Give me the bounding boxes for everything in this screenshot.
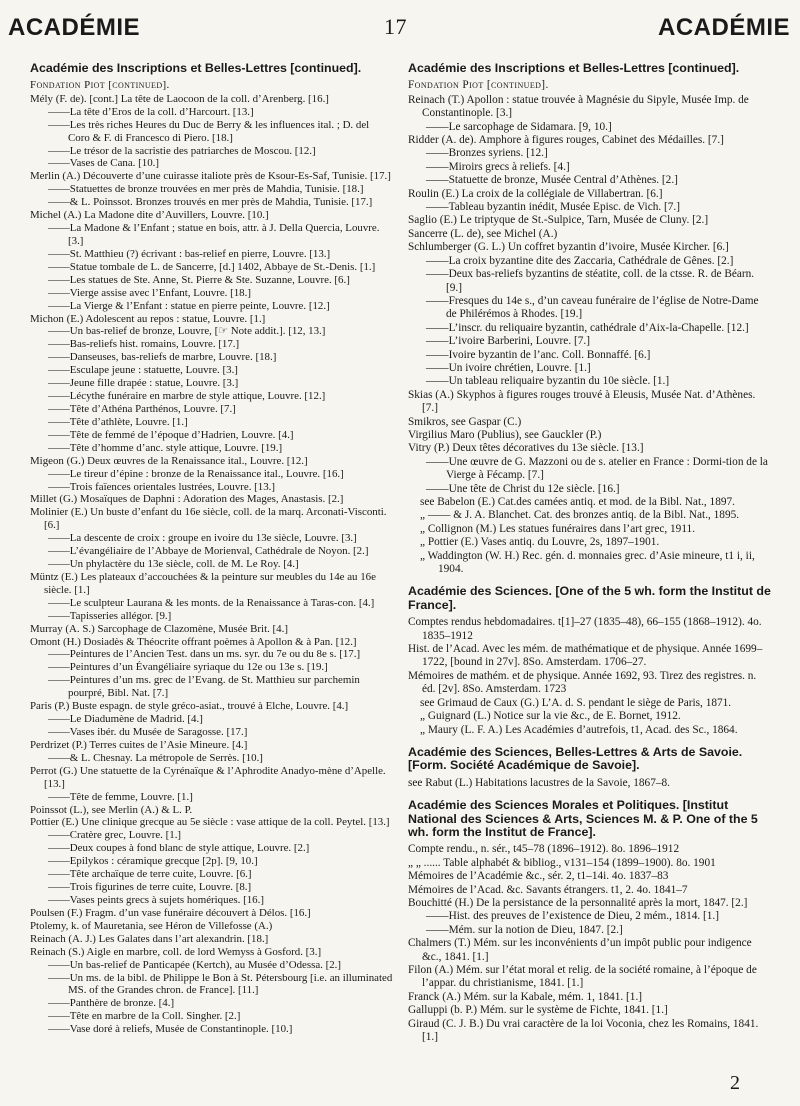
index-subentry: —— Une œuvre de G. Mazzoni ou de s. atelier en France : Dormi-tion de la Vierge à Fécamp. [7.]: [408, 456, 771, 483]
index-entry: Paris (P.) Buste espagn. de style gréco-asiat., trouvé à Elche, Louvre. [4.]: [30, 700, 349, 713]
index-subentry: —— Esculape jeune : statuette, Louvre. [3.]: [30, 364, 393, 377]
index-entry: Murray (A. S.) Sarcophage de Clazomène, Musée Brit. [4.]: [30, 622, 288, 635]
index-entry: Schlumberger (G. L.) Un coffret byzantin d’ivoire, Musée Kircher. [6.]: [408, 241, 729, 254]
index-subentry: —— Peintures de l’Ancien Test. dans un ms. syr. du 7e ou du 8e s. [17.]: [30, 648, 393, 661]
index-subentry: —— Miroirs grecs à reliefs. [4.]: [408, 161, 771, 174]
index-entry: Merlin (A.) Découverte d’une cuirasse italiote près de Ksour-Es-Saf, Tunisie. [17.]: [30, 170, 391, 183]
index-subentry: —— L’ivoire Barberini, Louvre. [7.]: [408, 335, 771, 348]
left-column: [30, 62, 393, 1036]
index-subentry: —— St. Matthieu (?) écrivant : bas-relief en pierre, Louvre. [13.]: [30, 248, 393, 261]
see-reference: „ Guignard (L.) Notice sur la vie &c., de E. Bornet, 1912.: [420, 710, 681, 723]
index-subentry: —— Une tête de Christ du 12e siècle. [16.]: [408, 483, 771, 496]
index-entry: Migeon (G.) Deux œuvres de la Renaissance ital., Louvre. [12.]: [30, 454, 308, 467]
index-entry: Hist. de l’Acad. Avec les mém. de mathématique et de physique. Année 1699–1722, [bound in 27v]. 8So. Amsterdam. 1706–27.: [408, 643, 763, 669]
index-subentry: —— Le sarcophage de Sidamara. [9, 10.]: [408, 121, 771, 134]
index-subentry: —— Un ivoire chrétien, Louvre. [1.]: [408, 362, 771, 375]
index-entry: Comptes rendus hebdomadaires. t[1]–27 (1835–48), 66–155 (1868–1912). 4o. 1835–1912: [408, 616, 762, 642]
index-subentry: —— & L. Chesnay. La métropole de Serrès. [10.]: [30, 752, 393, 765]
index-entry: Reinach (S.) Aigle en marbre, coll. de lord Wemyss à Gosford. [3.]: [30, 945, 322, 958]
index-subentry: —— Cratère grec, Louvre. [1.]: [30, 829, 393, 842]
index-entry: Reinach (A. J.) Les Galates dans l’art alexandrin. [18.]: [30, 932, 269, 945]
index-entry: Omont (H.) Dosiadès & Théocrite offrant poèmes à Apollon & à Pan. [12.]: [30, 635, 357, 648]
index-subentry: —— Tableau byzantin inédit, Musée Episc. de Vich. [7.]: [408, 201, 771, 214]
section-heading: Académie des Sciences, Belles-Lettres & Arts de Savoie. [Form. Société Académique de Savoie].: [408, 744, 743, 773]
index-subentry: —— Un ms. de la bibl. de Philippe le Bon à St. Pétersbourg [i.e. an illuminated MS. of the Grandes chron. de France]. [11.]: [30, 972, 393, 998]
index-entry: Sancerre (L. de), see Michel (A.): [408, 227, 558, 240]
section-heading: Académie des Sciences Morales et Politiques. [Institut National des Sciences & Arts, Sciences M. & P. One of the 5 wh. form the Institut de France].: [408, 798, 758, 839]
index-subentry: —— Les très riches Heures du Duc de Berry & les influences ital. ; D. del Coro & F. di Francesco di Piero. [18.]: [30, 119, 393, 145]
index-entry: Molinier (E.) Un buste d’enfant du 16e siècle, coll. de la marq. Arconati-Visconti. [6.]: [30, 506, 387, 532]
see-reference: see Babelon (E.) Cat.des camées antiq. et mod. de la Bibl. Nat., 1897.: [420, 496, 735, 508]
index-subentry: —— Un bas-relief de bronze, Louvre, [☞ Note addit.]. [12, 13.]: [30, 325, 393, 338]
index-entry: Smikros, see Gaspar (C.): [408, 415, 522, 428]
index-entry: Saglio (E.) Le triptyque de St.-Sulpice, Tarn, Musée de Cluny. [2.]: [408, 214, 709, 227]
index-entry: Perdrizet (P.) Terres cuites de l’Asie Mineure. [4.]: [30, 738, 248, 751]
index-subentry: —— Tête en marbre de la Coll. Singher. [2.]: [30, 1010, 393, 1023]
subsection-heading: Fondation Piot [continued].: [30, 78, 170, 91]
index-subentry: —— Bronzes syriens. [12.]: [408, 147, 771, 160]
index-entry: see Rabut (L.) Habitations lacustres de la Savoie, 1867–8.: [408, 776, 670, 789]
index-entry: Michon (E.) Adolescent au repos : statue, Louvre. [1.]: [30, 312, 266, 325]
index-subentry: —— Le tireur d’épine : bronze de la Renaissance ital., Louvre. [16.]: [30, 468, 393, 481]
index-subentry: —— Hist. des preuves de l’existence de Dieu, 2 mém., 1814. [1.]: [408, 910, 771, 923]
subsection-heading: Fondation Piot [continued].: [408, 79, 549, 92]
see-reference: „ Pottier (E.) Vases antiq. du Louvre, 2s, 1897–1901.: [420, 536, 660, 549]
index-subentry: —— Tête d’athlète, Louvre. [1.]: [30, 416, 393, 429]
index-subentry: —— Le trésor de la sacristie des patriarches de Moscou. [12.]: [30, 145, 393, 158]
index-entry: Giraud (C. J. B.) Du vrai caractère de la loi Voconia, chez les Romains, 1841. [1.]: [408, 1017, 759, 1044]
index-subentry: —— Statuettes de bronze trouvées en mer près de Mahdia, Tunisie. [18.]: [30, 183, 393, 196]
index-subentry: —— Lécythe funéraire en marbre de style attique, Louvre. [12.]: [30, 390, 393, 403]
index-entry: Ridder (A. de). Amphore à figures rouges, Cabinet des Médailles. [7.]: [408, 134, 724, 147]
index-subentry: —— Tête archaïque de terre cuite, Louvre. [6.]: [30, 868, 393, 881]
index-entry: Ptolemy, k. of Mauretania, see Héron de Villefosse (A.): [30, 919, 273, 932]
index-subentry: —— La descente de croix : groupe en ivoire du 13e siècle, Louvre. [3.]: [30, 532, 393, 545]
see-reference: „ Collignon (M.) Les statues funéraires dans l’art grec, 1911.: [420, 522, 696, 535]
index-entry: Mémoires de mathém. et de physique. Année 1692, 93. Tirez des registres. n. éd. [2v]. 8So. Amsterdam. 1723: [408, 669, 757, 696]
index-subentry: —— Mém. sur la notion de Dieu, 1847. [2.]: [408, 924, 771, 937]
see-reference: „ Waddington (W. H.) Rec. gén. d. monnaies grec. d’Asie mineure, t1 i, ii, 1904.: [420, 549, 755, 576]
index-subentry: —— Danseuses, bas-reliefs de marbre, Louvre. [18.]: [30, 351, 393, 364]
index-subentry: —— Tête de femme, Louvre. [1.]: [30, 791, 393, 804]
index-subentry: —— Tête d’Athéna Parthénos, Louvre. [7.]: [30, 403, 393, 416]
right-column: [408, 62, 771, 1044]
index-subentry: —— Le sculpteur Laurana & les monts. de la Renaissance à Taras-con. [4.]: [30, 597, 393, 610]
index-entry: Filon (A.) Mém. sur l’état moral et relig. de la société romaine, à l’époque de l’appar. du christianisme, 1841. [1.]: [408, 964, 757, 990]
index-entry: Roulin (E.) La croix de la collégiale de Villabertran. [6.]: [408, 187, 663, 200]
index-subentry: —— Vases de Cana. [10.]: [30, 157, 393, 170]
index-subentry: —— Vierge assise avec l’Enfant, Louvre. [18.]: [30, 287, 393, 300]
index-subentry: —— Ivoire byzantin de l’anc. Coll. Bonnaffé. [6.]: [408, 349, 771, 362]
index-entry: Poulsen (F.) Fragm. d’un vase funéraire découvert à Délos. [16.]: [30, 906, 311, 919]
index-subentry: —— Statue tombale de L. de Sancerre, [d.] 1402, Abbaye de St.-Denis. [1.]: [30, 261, 393, 274]
running-head: [0, 6, 800, 46]
index-entry: Reinach (T.) Apollon : statue trouvée à Magnésie du Sipyle, Musée Imp. de Constantinople. [3.]: [408, 93, 749, 120]
index-entry: Virgilius Maro (Publius), see Gauckler (P.): [408, 428, 602, 441]
index-entry: Skias (A.) Skyphos à figures rouges trouvé à Eleusis, Musée Nat. d’Athènes. [7.]: [408, 388, 756, 415]
see-reference: see Grimaud de Caux (G.) L’A. d. S. pendant le siège de Paris, 1871.: [420, 696, 732, 709]
index-entry: Franck (A.) Mém. sur la Kabale, mém. 1, 1841. [1.]: [408, 990, 643, 1003]
index-subentry: —— L’inscr. du reliquaire byzantin, cathédrale d’Aix-la-Chapelle. [12.]: [408, 322, 771, 335]
index-subentry: —— La tête d’Eros de la coll. d’Harcourt. [13.]: [30, 106, 393, 119]
index-entry: Chalmers (T.) Mém. sur les inconvénients d’un impôt public pour indigence &c., 1841. [1.]: [408, 937, 752, 963]
index-subentry: —— L’évangéliaire de l’Abbaye de Morienval, Cathédrale de Noyon. [2.]: [30, 545, 393, 558]
folio-mark: 2: [730, 1072, 740, 1094]
index-entry: Mély (F. de). [cont.] La tête de Laocoon de la coll. d’Arenberg. [16.]: [30, 92, 329, 105]
index-subentry: —— Statuette de bronze, Musée Central d’Athènes. [2.]: [408, 174, 771, 187]
index-entry: Perrot (G.) Une statuette de la Cyrénaïque & l’Aphrodite Anadyo-mène d’Apelle. [13.]: [30, 764, 386, 790]
index-subentry: —— Peintures d’un Évangéliaire syriaque du 12e ou 13e s. [19.]: [30, 661, 393, 674]
index-subentry: —— Un phylactère du 13e siècle, coll. de M. Le Roy. [4.]: [30, 558, 393, 571]
index-entry: Mémoires de l’Académie &c., sér. 2, t1–14i. 4o. 1837–83: [408, 870, 669, 883]
index-subentry: —— Fresques du 14e s., d’un caveau funéraire de l’église de Notre-Dame de Philérémos à Rhodes. [19.]: [408, 295, 771, 322]
index-subentry: —— & L. Poinssot. Bronzes trouvés en mer près de Mahdia, Tunisie. [17.]: [30, 196, 393, 209]
index-subentry: —— Jeune fille drapée : statue, Louvre. [3.]: [30, 377, 393, 390]
index-subentry: —— Tête de femmé de l’époque d’Hadrien, Louvre. [4.]: [30, 429, 393, 442]
index-subentry: —— Deux coupes à fond blanc de style attique, Louvre. [2.]: [30, 842, 393, 855]
index-entry: Millet (G.) Mosaïques de Daphni : Adoration des Mages, Anastasis. [2.]: [30, 493, 344, 506]
index-entry: Vitry (P.) Deux têtes décoratives du 13e siècle. [13.]: [408, 442, 644, 455]
index-entry: Müntz (E.) Les plateaux d’accouchées & la peinture sur meubles du 14e au 16e siècle. [1.]: [30, 570, 376, 596]
index-subentry: —— Deux bas-reliefs byzantins de stéatite, coll. de la ctsse. R. de Béarn. [9.]: [408, 268, 771, 295]
index-subentry: —— La croix byzantine dite des Zaccaria, Cathédrale de Gênes. [2.]: [408, 255, 771, 268]
index-subentry: —— Trois faïences orientales lustrées, Louvre. [13.]: [30, 481, 393, 494]
index-subentry: —— Tapisseries allégor. [9.]: [30, 610, 393, 623]
running-head-right: ACADÉMIE: [657, 14, 790, 41]
section-heading: Académie des Inscriptions et Belles-Lettres [continued].: [408, 61, 740, 75]
section-heading: Académie des Inscriptions et Belles-Lettres [continued].: [30, 61, 362, 75]
index-subentry: —— Bas-reliefs hist. romains, Louvre. [17.]: [30, 338, 393, 351]
index-subentry: —— Vases ibér. du Musée de Saragosse. [17.]: [30, 726, 393, 739]
running-head-left: ACADÉMIE: [8, 14, 141, 41]
page-number: 17: [384, 14, 407, 39]
index-subentry: —— Le Diadumène de Madrid. [4.]: [30, 713, 393, 726]
index-entry: Pottier (E.) Une clinique grecque au 5e siècle : vase attique de la coll. Peytel. [13.]: [30, 816, 390, 829]
index-subentry: —— Vase doré à reliefs, Musée de Constantinople. [10.]: [30, 1023, 393, 1036]
index-entry: Bouchitté (H.) De la persistance de la personnalité après la mort, 1847. [2.]: [408, 896, 748, 909]
index-subentry: —— Peintures d’un ms. grec de l’Evang. de St. Matthieu sur parchemin pourpré, Bibl. Nat. [7.]: [30, 674, 393, 700]
index-subentry: —— Tête d’homme d’anc. style attique, Louvre. [19.]: [30, 442, 393, 455]
see-reference: „ —— & J. A. Blanchet. Cat. des bronzes antiq. de la Bibl. Nat., 1895.: [420, 509, 740, 522]
index-subentry: —— La Madone & l’Enfant ; statue en bois, attr. à J. Della Quercia, Louvre. [3.]: [30, 222, 393, 248]
index-entry: Mémoires de l’Acad. &c. Savants étrangers. t1, 2. 4o. 1841–7: [408, 883, 688, 896]
index-subentry: —— Epilykos : céramique grecque [2p]. [9, 10.]: [30, 855, 393, 868]
index-subentry: —— La Vierge & l’Enfant : statue en pierre peinte, Louvre. [12.]: [30, 300, 393, 313]
index-entry: Compte rendu., n. sér., t45–78 (1896–1912). 8o. 1896–1912: [408, 843, 680, 856]
index-entry: „ „ ...... Table alphabét & bibliog., v131–154 (1899–1900). 8o. 1901: [408, 856, 716, 869]
index-entry: Michel (A.) La Madone dite d’Auvillers, Louvre. [10.]: [30, 209, 269, 222]
index-subentry: —— Les statues de Ste. Anne, St. Pierre & Ste. Suzanne, Louvre. [6.]: [30, 274, 393, 287]
index-entry: Poinssot (L.), see Merlin (A.) & L. P.: [30, 803, 193, 816]
index-entry: Galluppi (b. P.) Mém. sur le système de Fichte, 1841. [1.]: [408, 1004, 668, 1017]
section-heading: Académie des Sciences. [One of the 5 wh. form the Institut de France].: [408, 584, 771, 612]
index-subentry: —— Vases peints grecs à sujets homériques. [16.]: [30, 894, 393, 907]
see-reference: „ Maury (L. F. A.) Les Académies d’autrefois, t1, Acad. des Sc., 1864.: [420, 723, 738, 736]
index-subentry: —— Un tableau reliquaire byzantin du 10e siècle. [1.]: [408, 375, 771, 388]
index-subentry: —— Panthère de bronze. [4.]: [30, 997, 393, 1010]
index-subentry: —— Trois figurines de terre cuite, Louvre. [8.]: [30, 881, 393, 894]
index-subentry: —— Un bas-relief de Panticapée (Kertch), au Musée d’Odessa. [2.]: [30, 959, 393, 972]
